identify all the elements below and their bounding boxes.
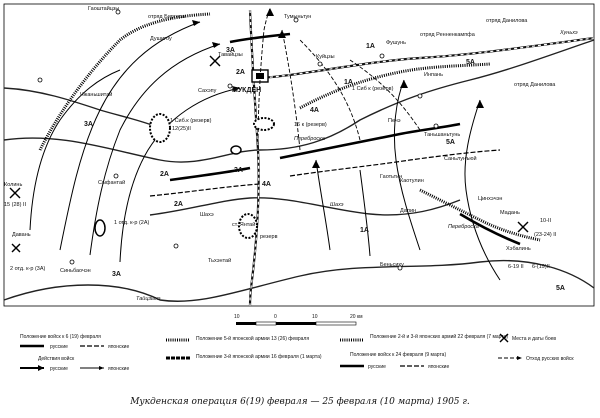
unit-1a: 1А [366, 43, 375, 50]
legend-retreat: Отход русских войск [526, 356, 574, 362]
scale-tick-4: 20 км [350, 314, 363, 320]
unit-date-right-1: 10-II [540, 218, 552, 224]
unit-2a-top: 2А [236, 69, 245, 76]
legend-actions: Действия войск [38, 356, 75, 362]
place-kuzhou: Куйцзы [316, 54, 335, 60]
scale-tick-3: 10 [312, 314, 318, 320]
unit-date-1: 12(25)II [172, 126, 191, 132]
place-mukden: МУКДЕН [232, 87, 262, 94]
place-shaho: Шахэ [200, 212, 214, 218]
place-gaotsyan: Гаотьтин [380, 174, 403, 180]
unit-danilov-right: отряд Данилова [514, 82, 556, 88]
place-yingpan: Инпань [424, 72, 443, 78]
reserve-oval-5 [231, 146, 241, 154]
place-dawan: Давань [12, 232, 31, 238]
place-maduan: Мадань [500, 210, 520, 216]
place-tzinhedjen: Цинхэчэн [478, 196, 503, 202]
unit-pereb-2: Переброска [448, 224, 479, 230]
place-tanshantun: Таньшаньтунь [424, 132, 461, 138]
place-hebalin: Хэбалинь [506, 246, 531, 252]
place-sanlongyu: Саньлунъюй [444, 156, 477, 162]
legend-pos-6-19: Положение войск к 6 (19) февраля [20, 334, 101, 340]
place-taijihe: Тайцзыхэ [136, 296, 161, 302]
unit-date-right-4: 6-(19)II [532, 264, 550, 270]
unit-sib-reserve: 1 Сиб.к (резерв) [170, 118, 212, 124]
unit-3a-low: 3А [234, 167, 243, 174]
place-tieyang: Тьхэнтай [208, 258, 232, 264]
scale-tick-1: 10 [234, 314, 240, 320]
scale-tick-2: 0 [274, 314, 277, 320]
unit-4a: 4А [310, 107, 319, 114]
place-fushun: Фушунь [386, 40, 406, 46]
legend-battles: Места и даты боев [512, 336, 557, 342]
place-hunhe: Хуньхэ [560, 30, 578, 36]
unit-shaho-label: Шахэ [330, 202, 344, 208]
unit-otd-1: 1 отд. к-р (2А) [114, 220, 150, 226]
unit-3a-left: 3А [84, 121, 93, 128]
unit-5a-bottom: 5А [556, 285, 565, 292]
legend-jap23-pos: Положение 2-й и 3-й японских армий 22 февраля (7 марта) [370, 334, 509, 340]
unit-date-right-3: 6-19 II [508, 264, 524, 270]
unit-corps1-reserve: 1 Сиб к (резерв) [352, 86, 394, 92]
legend-jap3-pos: Положение 3-й японской армии 16 февраля (1 марта) [196, 354, 322, 360]
unit-otd-2: 2 отд. к-р (3А) [10, 266, 46, 272]
place-toumyntun: Тумыньтун [284, 14, 312, 20]
place-yantai: ст. Янтай [232, 222, 256, 228]
unit-3a-bottom: 3А [112, 271, 121, 278]
legend [20, 314, 574, 372]
reserve-oval-4 [95, 220, 105, 236]
unit-4a-low: 4А [262, 181, 271, 188]
unit-date-koulan: 15 (28) II [4, 202, 27, 208]
legend-japanese: японские [108, 344, 130, 350]
legend-japanese-3: японские [428, 364, 450, 370]
unit-birger: отряд Биргера [148, 14, 185, 20]
unit-reserve: резерв [260, 234, 278, 240]
place-siyanzhun: Сыфантай [98, 180, 126, 186]
unit-3a-top: 3А [226, 47, 235, 54]
reserve-oval-1 [150, 114, 170, 142]
place-daliang: Далин [400, 208, 417, 214]
place-sanjiazi: Сахэпу [198, 88, 217, 94]
unit-5a: 5А [466, 59, 475, 66]
reserve-oval-2 [254, 118, 274, 130]
unit-date-right-2: (23-24) II [534, 232, 557, 238]
place-koulan: Колинь [4, 182, 23, 188]
legend-russian: русские [50, 344, 68, 350]
place-kaotu: Каотулин [400, 178, 424, 184]
place-gaoshan: Гаоштайцзы [88, 6, 120, 12]
place-sinbaocheng: Синьбаочэн [60, 268, 91, 274]
unit-2a-mid: 2А [160, 171, 169, 178]
place-zhanshitai: Чжаньшитай [80, 92, 113, 98]
unit-pereb-1: Переброска [294, 136, 325, 142]
place-tawanzi: Тавайцзы [218, 52, 243, 58]
unit-1a-low: 1А [360, 227, 369, 234]
unit-5a-b: 5А [446, 139, 455, 146]
map-caption: Мукденская операция 6(19) февраля — 25 февраля (10 марта) 1905 г. [130, 397, 470, 407]
scale-bar [234, 314, 363, 325]
unit-danilov-top: отряд Данилова [486, 18, 528, 24]
place-dushigou: Душигоу [150, 36, 172, 42]
place-pekinsk: Печэ [388, 118, 401, 124]
legend-pos-24: Положение войск к 24 февраля (9 марта) [350, 352, 447, 358]
unit-date-2: 16 к (резерв) [294, 122, 327, 128]
legend-japanese-2: японские [108, 366, 130, 372]
place-bianyusan: Беньсиху [380, 262, 404, 268]
unit-2a-low: 2А [174, 201, 183, 208]
unit-1a-b: 1А [344, 79, 353, 86]
legend-russian-3: русские [368, 364, 386, 370]
legend-jap5-pos: Положение 5-й японской армии 13 (26) февраля [196, 336, 310, 342]
legend-russian-2: русские [50, 366, 68, 372]
unit-rennenkampf: отряд Ренненкампфа [420, 32, 475, 38]
